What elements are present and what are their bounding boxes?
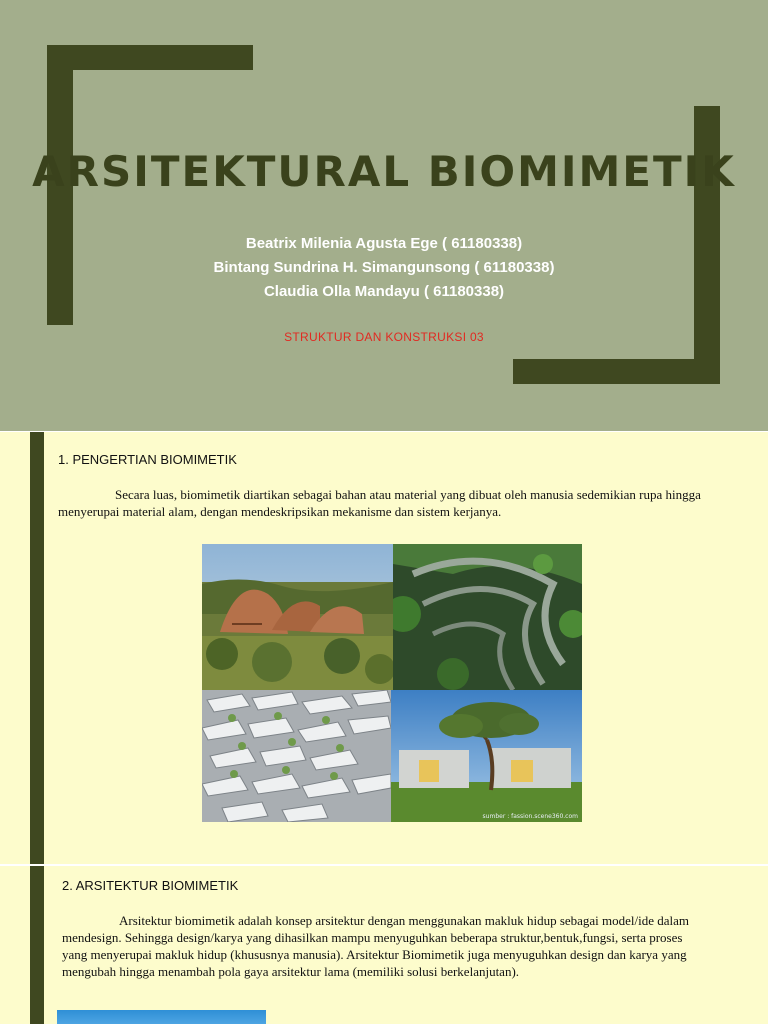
author-2: Bintang Sundrina H. Simangunsong ( 61180338) [213, 259, 555, 276]
frame-top-bar [47, 45, 253, 70]
side-accent-bar [30, 866, 44, 1024]
side-accent-bar [30, 432, 44, 864]
slide-title: ARSITEKTURAL BIOMIMETIK [32, 147, 736, 196]
frame-bottom-bar [513, 359, 720, 384]
course-name: STRUKTUR DAN KONSTRUKSI 03 [284, 330, 484, 344]
author-list [0, 232, 768, 304]
image-credit: sumber : fassion.scene360.com [482, 813, 578, 820]
paragraph-text: Arsitektur biomimetik adalah konsep arsitektur dengan menggunakan makluk hidup sebagai model/ide dalam mendesign. Sehingga design/karya yang dihasilkan mampu menyuguhkan beberapa struktur,bentuk,fungsi, serta proses yang menyerupai makluk hidup (khususnya manusia). Arsitektur Biomimetik juga menyuguhkan design dan karya yang mengubah hingga menambah pola gaya arsitektur lama (memiliki solusi berkelanjutan). [62, 913, 690, 979]
slide-pengertian [0, 432, 768, 864]
earth-dome-building-photo [202, 544, 393, 690]
section-heading: 1. PENGERTIAN BIOMIMETIK [58, 452, 237, 467]
paragraph-text: Secara luas, biomimetik diartikan sebagai bahan atau material yang dibuat oleh manusia sedemikian rupa hingga menyerupai material alam, dengan mendeskripsikan mekanisme dan sistem kerjanya. [58, 487, 701, 519]
architecture-photo-collage [202, 544, 582, 822]
section-paragraph [58, 486, 710, 520]
author-1: Beatrix Milenia Agusta Ege ( 61180338) [245, 235, 523, 252]
green-terrace-building-photo [393, 544, 582, 690]
slide-arsitektur [0, 866, 768, 1024]
section-paragraph [62, 912, 710, 980]
stone-pavilion-tree-photo [391, 690, 582, 822]
author-3: Claudia Olla Mandayu ( 61180338) [263, 283, 505, 300]
white-tree-tower-photo [202, 690, 391, 822]
title-slide [0, 0, 768, 431]
section-heading: 2. ARSITEKTUR BIOMIMETIK [62, 878, 239, 893]
partial-sky-photo [57, 1010, 266, 1024]
